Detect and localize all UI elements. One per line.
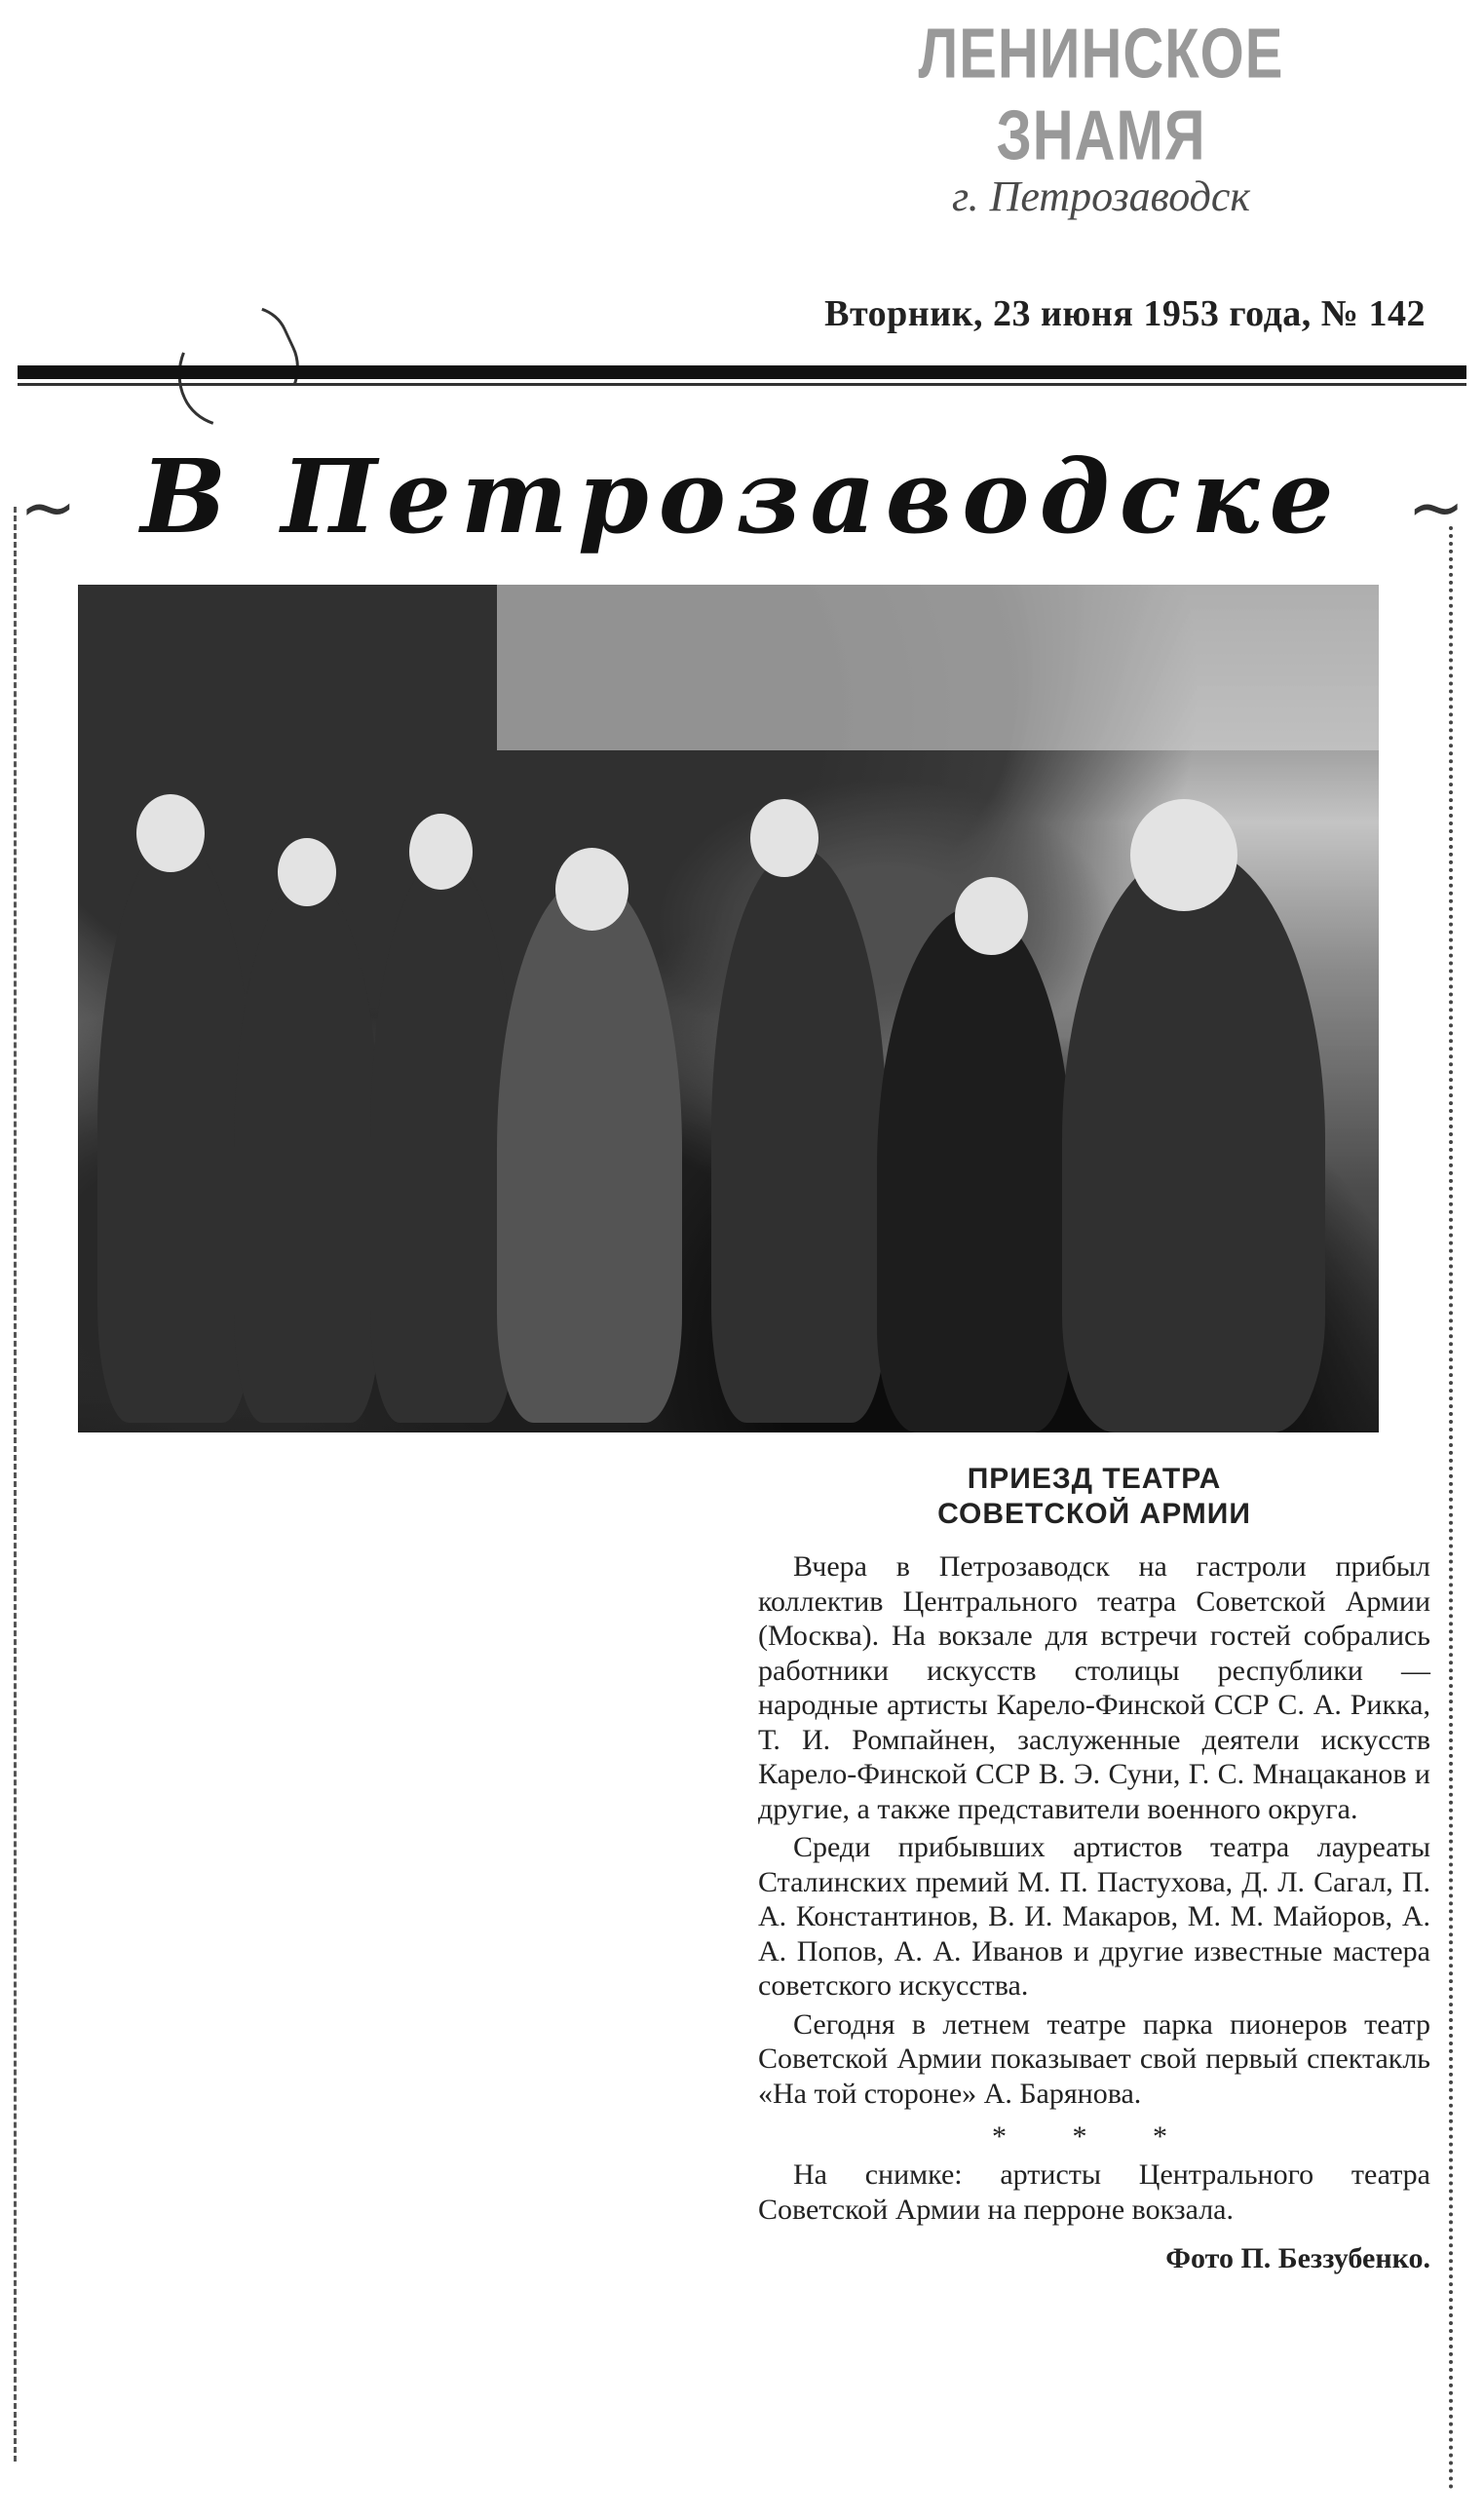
photo-face xyxy=(955,877,1028,955)
photo-face xyxy=(409,814,473,890)
wave-ornament-left: ~ xyxy=(19,468,77,548)
photo-face xyxy=(1130,799,1237,911)
photo-caption: На снимке: артисты Центрального театра Советской Армии на перроне вокзала. xyxy=(758,2158,1430,2226)
section-divider-stars: * * * xyxy=(992,2120,1197,2153)
issue-dateline: Вторник, 23 июня 1953 года, № 142 xyxy=(824,293,1426,334)
masthead-rule-thin xyxy=(18,383,1466,386)
photo-sky xyxy=(497,585,1379,750)
photo-figure xyxy=(97,838,253,1423)
photo-face xyxy=(555,848,628,931)
photo-figure xyxy=(711,848,887,1423)
photo-figure xyxy=(497,877,682,1423)
article-paragraph: Среди прибывших артистов театра лауреаты Сталинских премий М. П. Пастухова, Д. Л. Сагал, П. А. Константинов, В. И. Макаров, М. М. Майоров, А. А. Попов, А. А. Иванов и другие известные мастера советского искусства. xyxy=(758,1831,1430,2002)
clipping-border-right xyxy=(1449,526,1453,2491)
newspaper-stamp xyxy=(857,14,1345,221)
article-paragraph: Сегодня в летнем театре парка пионеров театр Советской Армии показывает свой первый спектакль «На той стороне» А. Барянова. xyxy=(758,2007,1430,2110)
photo-figure xyxy=(370,858,516,1423)
news-photo xyxy=(78,585,1379,1432)
masthead-rule xyxy=(18,365,1466,379)
photo-figure xyxy=(877,906,1072,1432)
clipping-border-left xyxy=(14,507,17,2462)
photo-face xyxy=(136,794,205,872)
newspaper-city: г. Петрозаводск xyxy=(952,172,1250,220)
photo-figure xyxy=(1062,848,1325,1432)
article xyxy=(758,1462,1430,2275)
section-heading: В Петрозаводске xyxy=(140,437,1344,556)
article-paragraph: Вчера в Петрозаводск на гастроли прибыл коллектив Центрального театра Советской Армии (Москва). На вокзале для встречи гостей собрались работники искусств столицы республики — народные артисты Карело-Финской ССР С. А. Рикка, Т. И. Ромпайнен, заслуженные деятели искусств Карело-Финской ССР В. Э. Суни, Г. С. Мнацаканов и другие, а также представители военного округа. xyxy=(758,1550,1430,1825)
article-title-line-2: СОВЕТСКОЙ АРМИИ xyxy=(937,1498,1251,1530)
newspaper-name: ЛЕНИНСКОЕ ЗНАМЯ xyxy=(918,14,1284,175)
article-title-line-1: ПРИЕЗД ТЕАТРА xyxy=(967,1463,1222,1495)
photo-face xyxy=(278,838,336,906)
photo-figure xyxy=(234,877,380,1423)
photo-face xyxy=(750,799,818,877)
wave-ornament-right: ~ xyxy=(1407,468,1465,548)
section-heading-block xyxy=(10,429,1474,565)
photo-credit: Фото П. Беззубенко. xyxy=(1165,2242,1430,2274)
